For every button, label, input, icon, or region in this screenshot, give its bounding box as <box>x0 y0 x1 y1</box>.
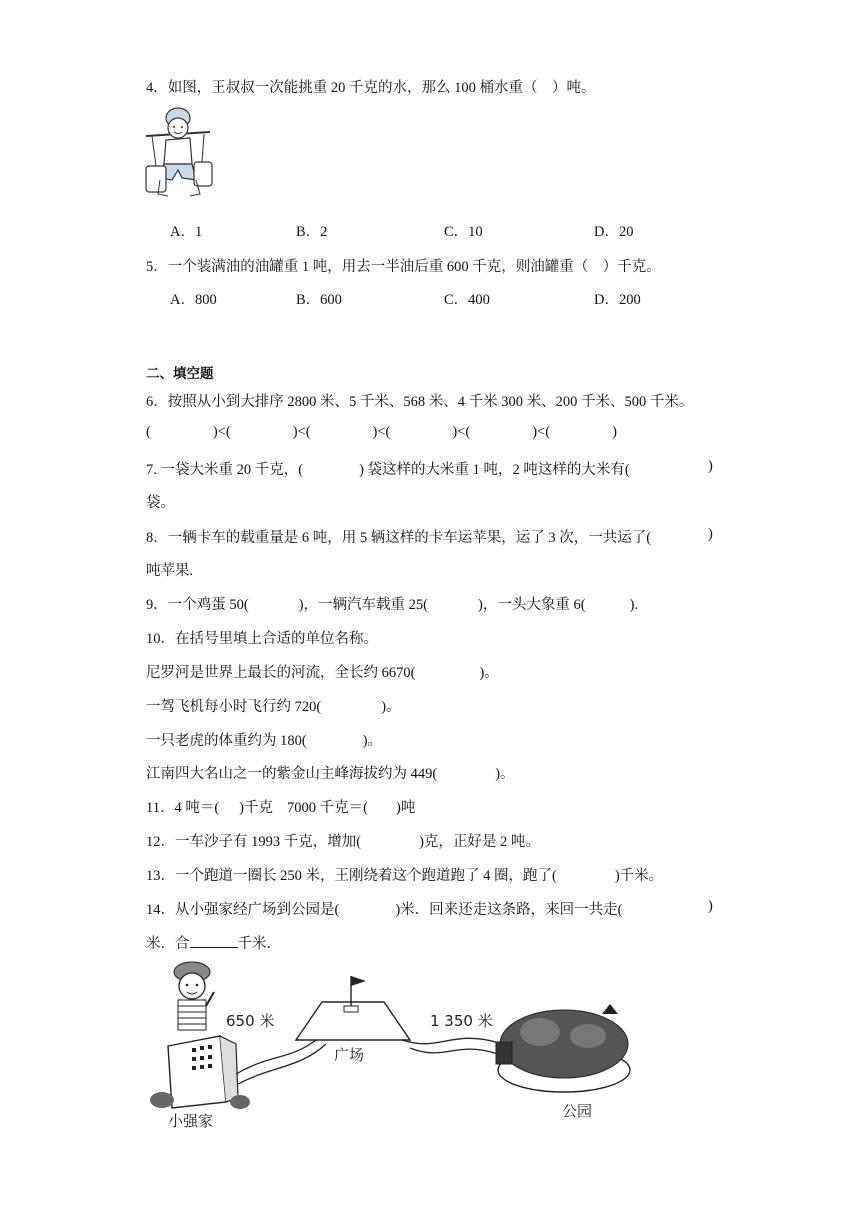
q7-line2: 袋。 <box>146 495 175 511</box>
q5-text: 5．一个装满油的油罐重 1 吨，用去一半油后重 600 千克，则油罐重（ ）千克。 <box>146 259 661 275</box>
q6-blank-row <box>146 424 617 441</box>
square-plaza-icon <box>296 976 410 1040</box>
q6-text: 6．按照从小到大排序 2800 米、5 千米、568 米、4 千米 300 米、200 千米、500 千米。 <box>146 394 694 410</box>
q14-line2 <box>146 932 281 953</box>
q10-title: 10．在括号里填上合适的单位名称。 <box>146 631 378 647</box>
q5-option-b[interactable]: B．600 <box>296 292 342 308</box>
map-label-square: 广场 <box>334 1046 365 1064</box>
q9-part: 9．一个鸡蛋 50( <box>146 597 249 613</box>
q10-part: 一驾飞机每小时飞行约 720( <box>146 699 322 715</box>
q14-blank-underline[interactable] <box>190 933 238 948</box>
q14-line1 <box>146 898 622 919</box>
map-label-park: 公园 <box>562 1102 593 1120</box>
q7-line1 <box>146 458 630 479</box>
q6-paren: ( <box>146 424 151 440</box>
q6-paren: )<( <box>212 424 231 440</box>
q14-close-paren: ) <box>708 898 713 914</box>
q6-paren: )<( <box>532 424 551 440</box>
q4-option-b[interactable]: B．2 <box>296 224 328 240</box>
q14-part: )米．回来还走这条路，来回一共走( <box>395 902 623 918</box>
q12-text <box>146 830 540 851</box>
q12-part: )克，正好是 2 吨。 <box>419 834 540 850</box>
q6-paren: )<( <box>292 424 311 440</box>
q13-part: 13．一个跑道一圈长 250 米，王刚绕着这个跑道跑了 4 圈，跑了( <box>146 868 557 884</box>
q5-option-d[interactable]: D．200 <box>594 292 641 308</box>
q10-part: )。 <box>495 766 515 782</box>
q10-part: )。 <box>381 699 401 715</box>
q4-option-d[interactable]: D．20 <box>594 224 634 240</box>
q6-paren: )<( <box>372 424 391 440</box>
q9-part: )，一辆汽车载重 25( <box>298 597 429 613</box>
q13-text <box>146 864 663 885</box>
q7-part: ) 袋这样的大米重 1 吨，2 吨这样的大米有( <box>359 462 630 478</box>
q10-line4 <box>146 762 515 783</box>
man-carrying-water-illustration <box>142 106 214 202</box>
q14-part: 米．合 <box>146 936 190 952</box>
q10-part: 一只老虎的体重约为 180( <box>146 733 307 749</box>
q10-part: )。 <box>362 733 383 749</box>
q7-close-paren: ) <box>708 458 713 474</box>
q5-option-a[interactable]: A．800 <box>170 292 217 308</box>
q10-line2 <box>146 695 401 716</box>
q4-option-a[interactable]: A．1 <box>170 224 203 240</box>
q11-part: )千克 <box>239 800 274 816</box>
q9-text <box>146 593 638 614</box>
q11-text <box>146 796 415 817</box>
q11-part: )吨 <box>395 800 416 816</box>
q8-line2: 吨苹果. <box>146 563 194 579</box>
q12-part: 12．一车沙子有 1993 千克，增加( <box>146 834 362 850</box>
q9-part: )，一头大象重 6( <box>478 597 586 613</box>
map-label-home: 小强家 <box>168 1112 214 1130</box>
q6-paren: )<( <box>452 424 471 440</box>
section-title: 二、填空题 <box>146 366 214 382</box>
park-icon <box>496 1004 630 1092</box>
q10-part: 江南四大名山之一的紫金山主峰海拔约为 449( <box>146 766 438 782</box>
q13-part: )千米。 <box>614 868 664 884</box>
q9-part: ). <box>629 597 639 613</box>
q10-part: 尼罗河是世界上最长的河流，全长约 6670( <box>146 665 416 681</box>
map-dist-home-square: 650 米 <box>226 1012 275 1030</box>
q10-line3 <box>146 729 382 750</box>
q4-text: 4．如图，王叔叔一次能挑重 20 千克的水，那么 100 桶水重（ ）吨。 <box>146 80 596 96</box>
q14-part: 14．从小强家经广场到公园是( <box>146 902 340 918</box>
q11-part: 11．4 吨＝( <box>146 800 220 816</box>
q10-line1 <box>146 661 499 682</box>
boy-icon <box>174 962 214 1030</box>
q7-part: 7. 一袋大米重 20 千克，( <box>146 462 304 478</box>
q8-close-paren: ) <box>708 526 713 542</box>
q10-part: )。 <box>479 665 499 681</box>
map-dist-square-park: 1 350 米 <box>430 1012 493 1030</box>
route-map-illustration <box>140 956 640 1136</box>
q6-paren: ) <box>612 424 617 440</box>
q11-part: 7000 千克＝( <box>287 800 368 816</box>
q14-part: 千米． <box>237 936 281 952</box>
q5-option-c[interactable]: C．400 <box>444 292 490 308</box>
q4-option-c[interactable]: C．10 <box>444 224 483 240</box>
q8-line1: 8．一辆卡车的载重量是 6 吨，用 5 辆这样的卡车运苹果，运了 3 次，一共运了( <box>146 530 652 546</box>
home-building-icon <box>150 1036 250 1109</box>
